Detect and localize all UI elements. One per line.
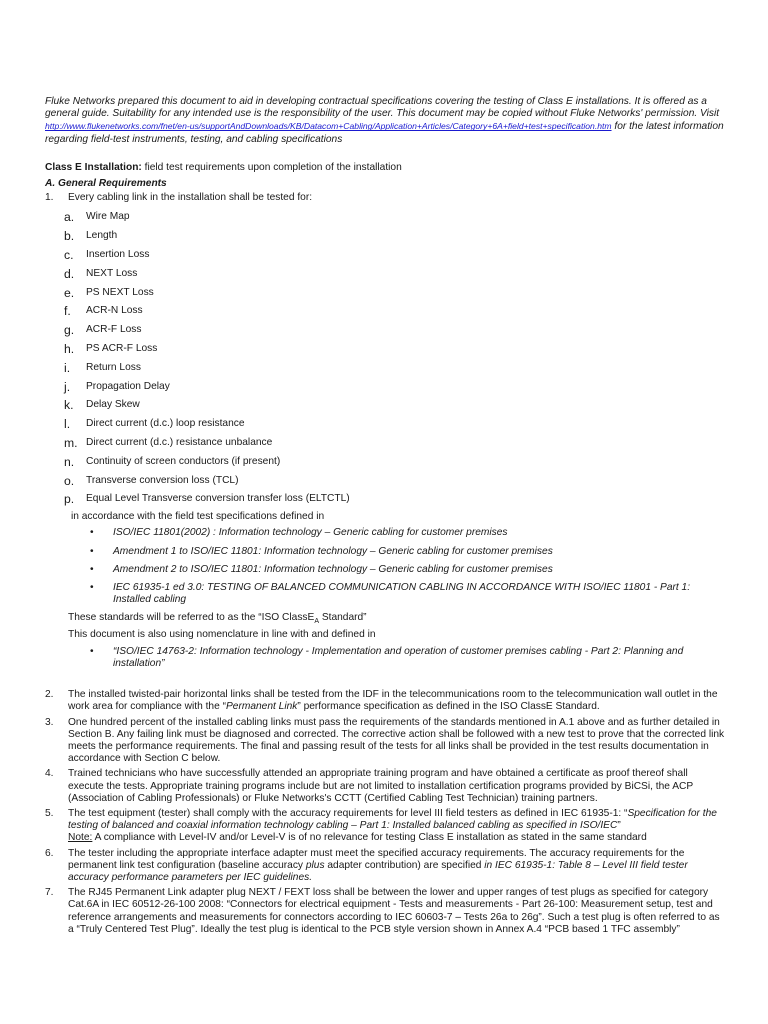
item-7 [45, 887, 725, 936]
list-letter: n. [64, 454, 75, 469]
test-parameter-list [64, 208, 725, 509]
standard-text: IEC 61935-1 ed 3.0: TESTING OF BALANCED COMMUNICATION CABLING IN ACCORDANCE WITH ISO/IEC 11801 - Part 1: Installed cabling [113, 581, 691, 606]
standard-text: ISO/IEC 11801(2002) : Information technology – Generic cabling for customer premises [113, 527, 508, 539]
item-5 [45, 808, 725, 845]
list-item-label: Length [86, 230, 118, 242]
list-letter: l. [64, 417, 71, 432]
list-item-label: PS ACR-F Loss [86, 343, 158, 354]
list-item [64, 265, 725, 284]
intro-paragraph [45, 96, 725, 146]
list-letter: p. [64, 492, 75, 507]
list-letter: o. [64, 473, 75, 488]
document-page [45, 96, 725, 936]
bullet-icon: • [90, 645, 94, 657]
item-number: 5. [45, 808, 54, 820]
bullet-icon: • [90, 581, 94, 593]
list-item [90, 646, 725, 670]
list-letter: m. [64, 435, 78, 450]
standard-text: Amendment 1 to ISO/IEC 11801: Information technology – Generic cabling for customer premises [113, 545, 553, 557]
standard-text: Amendment 2 to ISO/IEC 11801: Information technology – Generic cabling for customer premises [113, 563, 553, 575]
item-6 [45, 848, 725, 885]
list-item [64, 378, 725, 397]
list-item-label: Direct current (d.c.) resistance unbalance [86, 436, 273, 448]
list-letter: b. [64, 229, 75, 244]
item-5-text: The test equipment (tester) shall comply with the accuracy requirements for level III field testers as defined in IEC 61935-1: “Specification for the testing of balanced and coaxial information technology cabling – Part 1: Installed balanced cabling as specified in ISO/IEC” [68, 808, 717, 832]
list-item-label: ACR-N Loss [86, 305, 143, 317]
nomenclature-text: This document is also using nomenclature in line with and defined in [68, 628, 376, 640]
list-item [64, 434, 725, 453]
spacer [45, 676, 725, 686]
referred-post: Standard” [318, 612, 367, 624]
list-letter: c. [64, 248, 74, 263]
list-item [64, 453, 725, 472]
list-item [64, 396, 725, 415]
item-number: 3. [45, 716, 54, 728]
heading-rest: field test requirements upon completion of the installation [141, 161, 402, 173]
list-item [64, 415, 725, 434]
list-letter: j. [64, 379, 71, 394]
list-item-label: Continuity of screen conductors (if present) [86, 455, 281, 467]
item-4 [45, 768, 725, 805]
list-item-label: Insertion Loss [86, 249, 150, 261]
list-item-label: PS NEXT Loss [86, 286, 154, 298]
list-item [90, 527, 725, 539]
list-item [90, 564, 725, 576]
list-item-label: NEXT Loss [86, 267, 138, 279]
list-item [90, 582, 725, 606]
referred-pre: These standards will be referred to as the “ISO ClassE [68, 612, 315, 624]
item-6-text: The tester including the appropriate interface adapter must meet the specified accuracy requirements. The accuracy requirements for the permanent link test configuration (baseline accuracy plus adapter contribution) are specified in IEC 61935-1: Table 8 – Level III field tester accuracy performance parameters per IEC guidelines. [68, 847, 688, 884]
bullet-icon: • [90, 545, 94, 557]
intro-text-2: for the latest information regarding field-test instruments, testing, and cabling specifications [45, 121, 724, 145]
item-number: 7. [45, 887, 54, 899]
intro-text-1: Fluke Networks prepared this document to aid in developing contractual specifications covering the testing of Class E installations. It is offered as a general guide. Suitability for any intended use is the responsibility of the user. This document may be copied without Fluke Networks' permission. Visit [45, 96, 720, 120]
list-item-label: ACR-F Loss [86, 324, 142, 336]
list-item-label: Transverse conversion loss (TCL) [86, 474, 239, 486]
list-item-label: Equal Level Transverse conversion transfer loss (ELTCTL) [86, 493, 350, 505]
item-7-text: The RJ45 Permanent Link adapter plug NEXT / FEXT loss shall be between the lower and upper ranges of test plugs as specified for category Cat.6A in IEC 60512-26-100 2008: “Connectors for electrical equipment - Tests and measurements - Part 26-100: Measurement setup, test and reference arrangements and measurements for connectors according to IEC 60603-7 – Tests 26a to 26g”. Such a test plug is often referred to as a “Truly Centered Test Plug”. Ideally the test plug is identical to the PCB style version shown in Annex A.4 “PCB based 1 TFC assembly” [68, 887, 720, 935]
list-item [64, 284, 725, 303]
list-item [64, 227, 725, 246]
standards-list [90, 527, 725, 606]
nomenclature-list [90, 646, 725, 670]
section-a-title: A. General Requirements [45, 178, 167, 190]
list-item-label: Propagation Delay [86, 380, 170, 392]
list-item [64, 302, 725, 321]
item-1-text: Every cabling link in the installation shall be tested for: [68, 192, 313, 204]
list-letter: f. [64, 304, 71, 319]
nomenclature-bullet-text: “ISO/IEC 14763-2: Information technology - Implementation and operation of customer premises cabling - Part 2: Planning and installation” [113, 645, 684, 670]
item-5-note: Note: A compliance with Level-IV and/or Level-V is of no relevance for testing Class E installation as stated in the same standard [68, 832, 647, 844]
item-3 [45, 717, 725, 766]
item-number: 2. [45, 689, 54, 701]
item-number: 6. [45, 847, 54, 859]
list-item [64, 490, 725, 509]
item-1 [45, 192, 725, 204]
intro-link[interactable]: http://www.flukenetworks.com/fnet/en-us/supportAndDownloads/KB/Datacom+Cabling/Application+Articles/Category+6A+field+test+specification.htm [45, 121, 612, 132]
class-e-heading [45, 162, 725, 174]
list-item-label: Wire Map [86, 211, 130, 223]
accordance-text: in accordance with the field test specifications defined in [71, 511, 325, 523]
list-letter: g. [64, 323, 75, 338]
item-4-text: Trained technicians who have successfully attended an appropriate training program and have obtained a certificate as proof thereof shall execute the tests. Appropriate training programs include but are not limited to installation certification programs provided by BiCSi, the ACP (Association of Cabling Professionals) or Fluke Networks's CCTT (Certified Cabling Test Technician) training partners. [68, 768, 693, 804]
list-item-label: Direct current (d.c.) loop resistance [86, 418, 245, 430]
list-letter: k. [64, 398, 74, 413]
list-letter: e. [64, 285, 75, 300]
list-letter: d. [64, 266, 75, 281]
item-3-text: One hundred percent of the installed cabling links must pass the requirements of the standards mentioned in A.1 above and as further detailed in Section B. Any failing link must be diagnosed and corrected. The corrective action shall be followed with a new test to prove that the corrected link meets the performance requirements. The final and passing result of the tests for all links shall be provided in the test results documentation in accordance with Section C below. [68, 716, 725, 765]
referred-subscript: A [314, 618, 319, 626]
list-item [64, 359, 725, 378]
list-item [90, 546, 725, 558]
list-letter: h. [64, 342, 75, 356]
list-letter: a. [64, 210, 75, 225]
referred-text [68, 612, 725, 628]
bullet-icon: • [90, 527, 94, 539]
list-item [64, 321, 725, 340]
heading-bold: Class E Installation: [45, 161, 142, 173]
item-number: 1. [45, 192, 54, 204]
item-number: 4. [45, 768, 54, 780]
list-item-label: Delay Skew [86, 399, 140, 411]
list-item [64, 340, 725, 359]
list-item [64, 246, 725, 265]
list-item-label: Return Loss [86, 361, 141, 373]
item-2-text: The installed twisted-pair horizontal links shall be tested from the IDF in the telecommunications room to the telecommunication wall outlet in the work area for compliance with the “Permanent Link” performance specification as defined in the ISO ClassE Standard. [68, 689, 718, 713]
list-item [64, 208, 725, 227]
item-2 [45, 689, 725, 713]
item-1-continuation [45, 511, 725, 670]
bullet-icon: • [90, 563, 94, 575]
list-item [64, 472, 725, 491]
list-letter: i. [64, 360, 71, 375]
